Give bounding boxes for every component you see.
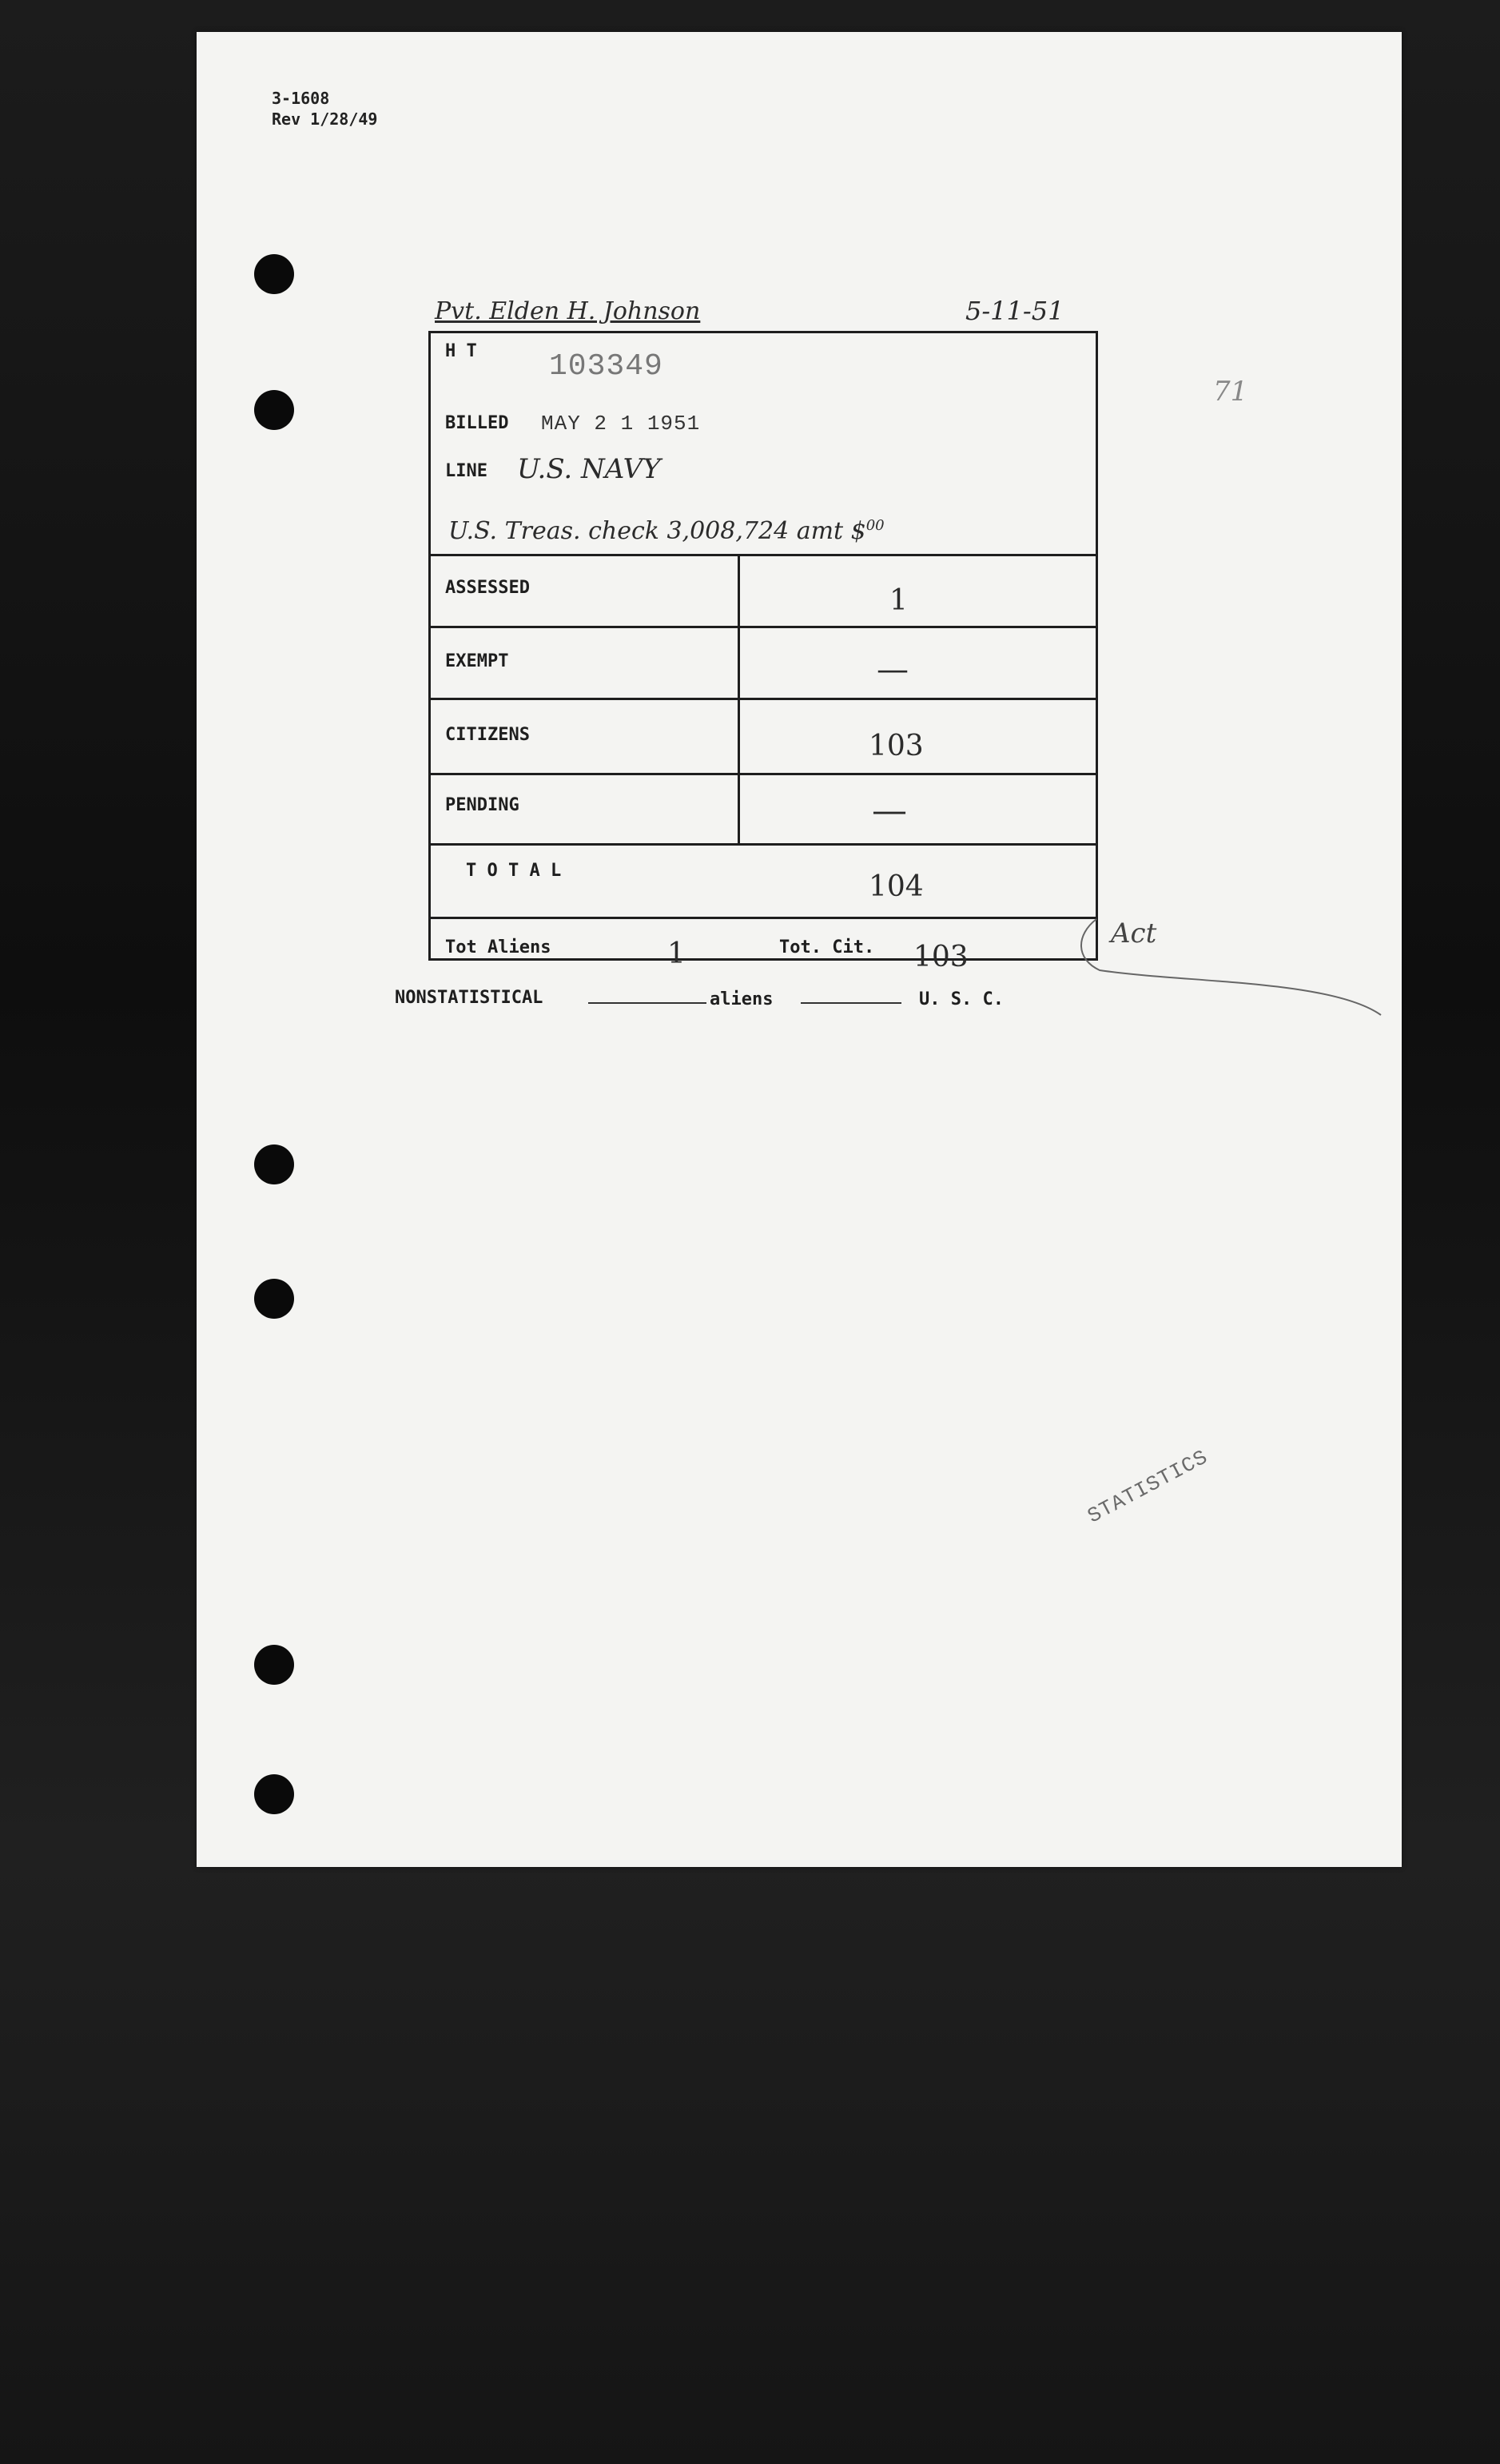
statistics-stamp: STATISTICS <box>1084 1445 1212 1529</box>
row-rule <box>431 917 1096 919</box>
punch-hole <box>254 1279 294 1319</box>
name-handwritten: Pvt. Elden H. Johnson <box>435 297 701 325</box>
ht-number: 103349 <box>549 349 663 384</box>
punch-hole <box>254 1144 294 1184</box>
page-mark: 71 <box>1213 376 1248 408</box>
table-top-rule <box>431 554 1096 556</box>
line-label: LINE <box>445 461 487 481</box>
usc-label: U. S. C. <box>919 989 1004 1009</box>
row-value-assessed: 1 <box>889 584 908 617</box>
total-label: T O T A L <box>466 861 562 881</box>
tot-cit-label: Tot. Cit. <box>779 937 875 957</box>
form-number: 3-1608 <box>272 89 330 108</box>
record-card <box>197 32 1402 1867</box>
line-value: U.S. NAVY <box>517 453 661 485</box>
aliens-blank <box>801 1002 901 1004</box>
total-value: 104 <box>869 870 924 903</box>
ht-label: H T <box>445 341 477 361</box>
treasury-note-text: U.S. Treas. check 3,008,724 amt $ <box>448 517 866 545</box>
row-label-pending: PENDING <box>445 795 519 815</box>
row-rule <box>431 698 1096 700</box>
row-label-assessed: ASSESSED <box>445 578 530 598</box>
punch-hole <box>254 390 294 430</box>
form-number-block <box>272 88 377 129</box>
row-value-exempt: — <box>877 651 909 688</box>
treasury-note-superscript: 00 <box>865 517 885 534</box>
tot-cit-value: 103 <box>913 941 969 973</box>
aliens-label: aliens <box>710 989 774 1009</box>
nonstatistical-blank <box>588 1002 706 1004</box>
tot-aliens-value: 1 <box>667 937 686 970</box>
row-value-citizens: 103 <box>869 730 924 762</box>
row-rule <box>431 843 1096 846</box>
punch-hole <box>254 254 294 294</box>
row-rule <box>431 626 1096 628</box>
record-box <box>428 331 1098 973</box>
form-revision: Rev 1/28/49 <box>272 109 378 129</box>
row-label-exempt: EXEMPT <box>445 651 509 671</box>
punch-hole <box>254 1774 294 1814</box>
row-label-citizens: CITIZENS <box>445 725 530 745</box>
row-value-pending: — <box>872 790 907 831</box>
treasury-note <box>448 517 885 545</box>
billed-label: BILLED <box>445 413 509 433</box>
row-rule <box>431 773 1096 775</box>
billed-stamp: MAY 2 1 1951 <box>541 412 701 436</box>
punch-hole <box>254 1645 294 1685</box>
date-handwritten: 5-11-51 <box>965 296 1064 326</box>
initials: Act <box>1111 918 1157 949</box>
tot-aliens-label: Tot Aliens <box>445 937 551 957</box>
nonstatistical-label: NONSTATISTICAL <box>395 988 543 1008</box>
